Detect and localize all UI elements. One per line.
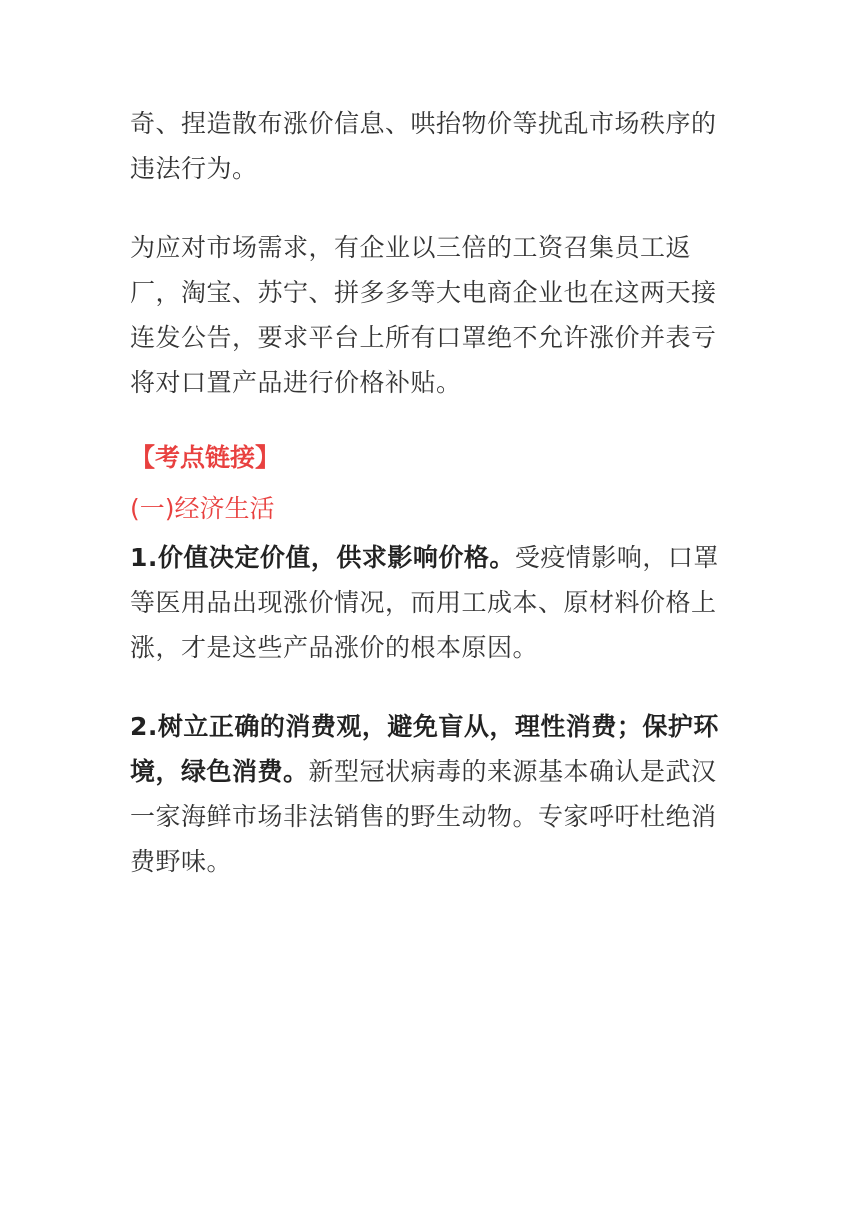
- point-item: [130, 704, 740, 884]
- paragraph-market-demand: 为应对市场需求，有企业以三倍的工资召集员工返厂，淘宝、苏宁、拼多多等大电商企业也在这两天接连发公告，要求平台上所有口罩绝不允许涨价并表亏将对口置产品进行价格补贴。: [130, 233, 717, 397]
- section-heading: 【考点链接】: [130, 443, 281, 472]
- point-text: 新型冠状病毒的来源基本确认是武汉一家海鲜市场非法销售的野生动物。专家呼吁杜绝消费野味。: [130, 757, 717, 876]
- point-heading: 2.树立正确的消费观，避免盲从，理性消费；保护环境，绿色消费。: [130, 712, 719, 786]
- paragraph-gap: [130, 191, 740, 225]
- point-heading: 1.价值决定价值，供求影响价格。: [130, 543, 515, 572]
- point-text: 受疫情影响，口罩等医用品出现涨价情况，而用工成本、原材料价格上涨，才是这些产品涨价的根本原因。: [130, 543, 719, 662]
- paragraph-continuation: 奇、捏造散布涨价信息、哄抬物价等扰乱市场秩序的违法行为。: [130, 109, 717, 183]
- article-body: [130, 101, 740, 884]
- paragraph-gap: [130, 405, 740, 435]
- paragraph-gap: [130, 670, 740, 704]
- subsection-heading: (一)经济生活: [130, 494, 275, 523]
- point-item: [130, 535, 740, 670]
